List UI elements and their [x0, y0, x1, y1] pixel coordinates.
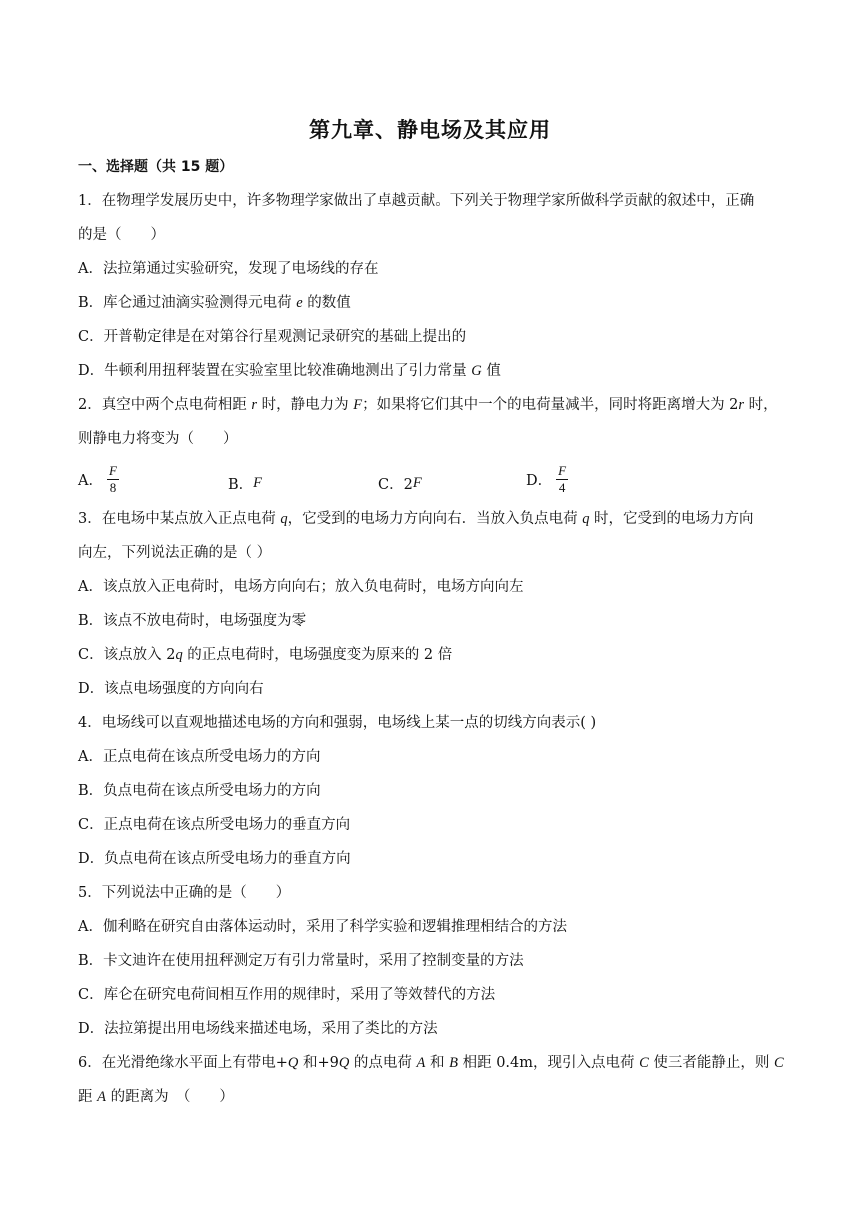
page-title: 第九章、静电场及其应用	[309, 118, 551, 142]
q3-option-a: A．该点放入正电荷时，电场方向向右；放入负电荷时，电场方向向左	[78, 579, 524, 595]
q4-option-a: A．正点电荷在该点所受电场力的方向	[78, 749, 321, 765]
q4-option-b: B．负点电荷在该点所受电场力的方向	[78, 783, 321, 799]
q4-option-d: D．负点电荷在该点所受电场力的垂直方向	[78, 851, 351, 867]
q3-stem-line1: 3．在电场中某点放入正点电荷 q，它受到的电场力方向向右．当放入负点电荷 q 时，它受到的电场力方向	[78, 511, 754, 527]
q1-option-c: C．开普勒定律是在对第谷行星观测记录研究的基础上提出的	[78, 329, 467, 345]
question-list	[78, 155, 786, 1119]
q2-option-a: A． $\frac{F}{8}$	[78, 463, 117, 495]
q1-stem-line2: 的是（ ）	[78, 227, 165, 243]
q5-option-d: D．法拉第提出用电场线来描述电场，采用了类比的方法	[78, 1021, 438, 1037]
q3-option-c: C．该点放入 2q 的正点电荷时，电场强度变为原来的 2 倍	[78, 647, 453, 663]
fraction: $\frac{F}{4}$	[558, 463, 567, 495]
q5-stem-line1: 5．下列说法中正确的是（ ）	[78, 885, 291, 901]
q3-option-b: B．该点不放电荷时，电场强度为零	[78, 613, 307, 629]
q2-option-c: C．2 F	[378, 475, 422, 493]
fraction: $\frac{F}{8}$	[108, 463, 117, 495]
q1-stem-line1: 1．在物理学发展历史中，许多物理学家做出了卓越贡献。下列关于物理学家所做科学贡献的叙述中，正确	[78, 193, 755, 209]
q2-option-d: D． $\frac{F}{4}$	[526, 463, 567, 495]
q3-stem-line2: 向左，下列说法正确的是（ ）	[78, 545, 272, 561]
q2-option-b: B． F	[228, 475, 263, 493]
q1-option-b: B．库仑通过油滴实验测得元电荷 e 的数值	[78, 295, 351, 311]
q4-stem-line1: 4．电场线可以直观地描述电场的方向和强弱，电场线上某一点的切线方向表示( )	[78, 715, 597, 731]
q1-option-a: A．法拉第通过实验研究，发现了电场线的存在	[78, 261, 379, 277]
section-heading: 一、选择题（共 15 题）	[78, 159, 234, 175]
q4-option-c: C．正点电荷在该点所受电场力的垂直方向	[78, 817, 351, 833]
q2-stem-line1: 2．真空中两个点电荷相距 r 时，静电力为 F；如果将它们其中一个的电荷量减半，同时将距离增大为 2r 时，	[78, 397, 778, 413]
q5-option-c: C．库仑在研究电荷间相互作用的规律时，采用了等效替代的方法	[78, 987, 496, 1003]
q6-stem-line1: 6．在光滑绝缘水平面上有带电+Q 和+9Q 的点电荷 A 和 B 相距 0.4m，现引入点电荷 C 使三者能静止，则 C	[78, 1055, 784, 1071]
q2-stem-line2: 则静电力将变为（ ）	[78, 431, 238, 447]
q1-option-d: D．牛顿利用扭秤装置在实验室里比较准确地测出了引力常量 G 值	[78, 363, 501, 379]
q5-option-b: B．卡文迪许在使用扭秤测定万有引力常量时，采用了控制变量的方法	[78, 953, 524, 969]
q5-option-a: A．伽利略在研究自由落体运动时，采用了科学实验和逻辑推理相结合的方法	[78, 919, 567, 935]
q2-options	[78, 461, 786, 507]
q3-option-d: D．该点电场强度的方向向右	[78, 681, 264, 697]
q6-stem-line2: 距 A 的距离为 （ ）	[78, 1089, 234, 1105]
